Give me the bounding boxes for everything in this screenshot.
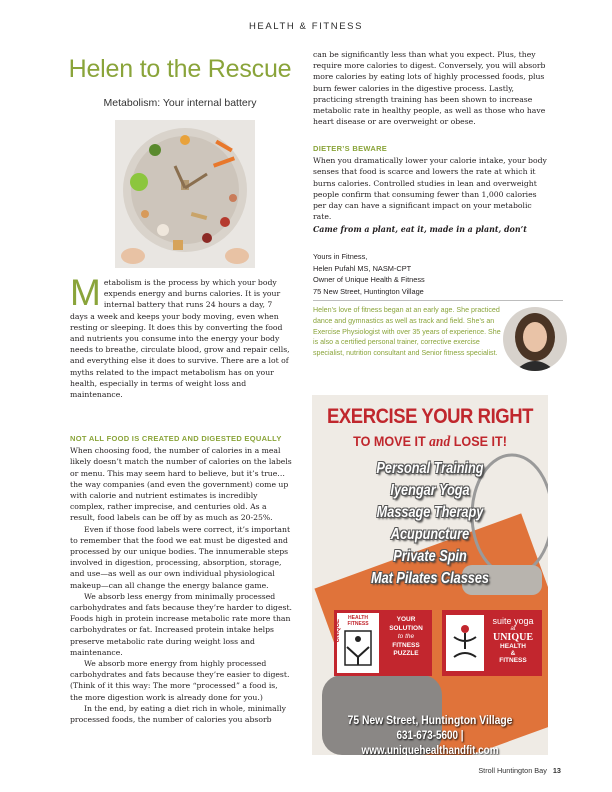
suite-yoga-logo <box>442 610 542 676</box>
yoga-icon-panel <box>446 615 484 671</box>
paragraph-dieter: When you dramatically lower your calorie intake, your body senses that food is scarce and lowers the rate at which it burns calories. Controlled studies in lean and overweight people confirm that consuming fewer than 1,000 calories per day can have a significant impact on your metabolic rate. <box>313 156 547 222</box>
page-footer <box>478 766 561 775</box>
paragraph-less-energy: We absorb less energy from minimally processed carbohydrates and fats because they’re harder to digest. Foods high in protein increase metabolic rate more than carbohydrates or fat. Increased protein intake helps preserve metabolic rate during weight loss and maintenance. <box>70 591 292 657</box>
plate-clock-photo <box>115 120 255 268</box>
puzzle-slogan: YOUR SOLUTION to the FITNESS PUZZLE <box>389 616 423 657</box>
paragraph-more-energy: We absorb more energy from highly processed carbohydrates and fats because they’re easier to digest. (Think of it this way: The more “processed” a food is, the more digestion work is already done for you.) <box>70 659 290 702</box>
subhead-food: NOT ALL FOOD IS CREATED AND DIGESTED EQUALLY <box>70 434 282 443</box>
author-bio: Helen’s love of fitness began at an early age. She practiced dance and gymnastics as well as track and field. She’s an Exercise Physiologist with over 35 years of experience. She is also a certified personal trainer, corrective exercise specialist, nutrition consultant and Senior fitness specialist. <box>313 306 501 358</box>
paragraph-conclusion: In the end, by eating a diet rich in whole, minimally processed foods, the number of calories you absorb <box>70 703 286 725</box>
right-column-continued <box>313 49 547 127</box>
ad-contact <box>312 714 548 755</box>
signature-name: Helen Pufahl MS, NASM-CPT <box>313 263 412 273</box>
puzzle-logo-panel: HEALTH FITNESS UNIQUE <box>337 613 379 673</box>
ad-services-list <box>312 458 548 590</box>
tagline: Came from a plant, eat it, made in a plant, don’t <box>313 225 527 234</box>
yoga-figure-icon <box>446 615 484 671</box>
divider <box>313 300 563 301</box>
section-header: HEALTH & FITNESS <box>248 21 364 32</box>
unique-health-logo <box>334 610 432 676</box>
signature-address: 75 New Street, Huntington Village <box>313 286 424 296</box>
service-item: Iyengar Yoga <box>390 482 470 499</box>
intro-paragraph <box>70 272 292 400</box>
advertisement[interactable] <box>312 395 548 755</box>
service-item: Private Spin <box>393 548 467 565</box>
signature-title: Owner of Unique Health & Fitness <box>313 275 425 284</box>
author-headshot <box>503 307 567 371</box>
signature-block <box>313 251 563 297</box>
article-subtitle: Metabolism: Your internal battery <box>103 97 257 109</box>
signature-closing: Yours in Fitness, <box>313 252 368 261</box>
article-title: Helen to the Rescue <box>68 55 292 83</box>
paragraph-continued: can be significantly less than what you expect. Plus, they require more calories to digest. Conversely, you will absorb more calories by eating lots of highly processed foods, plus burn fewer calories in the digestive process. Lastly, practicing strength training has been shown to increase metabolic rate in healthy people, as well as those who have heart disease or are overweight or obese. <box>313 50 546 127</box>
ad-headline: EXERCISE YOUR RIGHT <box>327 405 533 428</box>
service-item: Acupuncture <box>390 526 470 543</box>
ad-address: 75 New Street, Huntington Village <box>347 715 513 727</box>
left-column-body <box>70 433 292 725</box>
right-column-dieter <box>313 143 547 222</box>
drop-cap: M <box>70 272 101 313</box>
puzzle-figure-icon <box>337 627 379 671</box>
paragraph-digestion: Even if those food labels were correct, it’s important to remember that the food we eat must be digested and processed by our unique bodies. The innumerable steps involved in digestion, processing, absorption, storage, and use—as well as our own individual physiological makeup—can all change the energy balance game. <box>70 524 291 590</box>
paragraph-labels: When choosing food, the number of calories in a meal likely doesn’t match the number of calories on the labels or menu. This may seem hard to believe, but it’s true… the way companies (and even the government) come up with calorie and nutrient estimates is incredibly complex, rather imprecise, and centuries old. As a result, food labels can be off by as much as 20-25%. <box>70 446 292 523</box>
service-item: Personal Training <box>376 460 484 477</box>
service-item: Massage Therapy <box>376 504 484 521</box>
ad-phone-website[interactable]: 631-673-5600 | www.uniquehealthandfit.com <box>361 730 499 755</box>
service-item: Mat Pilates Classes <box>370 570 489 587</box>
page-number: 13 <box>552 766 561 775</box>
yoga-text: suite yoga at UNIQUE HEALTH & FITNESS <box>492 616 534 664</box>
publication-name: Stroll Huntington Bay <box>478 766 547 775</box>
ad-subheadline: TO MOVE IT and LOSE IT! <box>353 433 507 450</box>
intro-text: etabolism is the process by which your body expends energy and burns calories. It is your internal battery that runs 24 hours a day, 7 days a week and keeps your body moving, even when resting or sleeping. It does this by converting the food and nutrients you consume into the energy your body needs to breathe, circulate blood, grow and repair cells, and everything else it does to survive. There are a lot of myths related to the impact metabolism has on your health, especially in terms of weight loss and maintenance. <box>70 278 290 400</box>
subhead-dieter: DIETER’S BEWARE <box>313 144 388 153</box>
